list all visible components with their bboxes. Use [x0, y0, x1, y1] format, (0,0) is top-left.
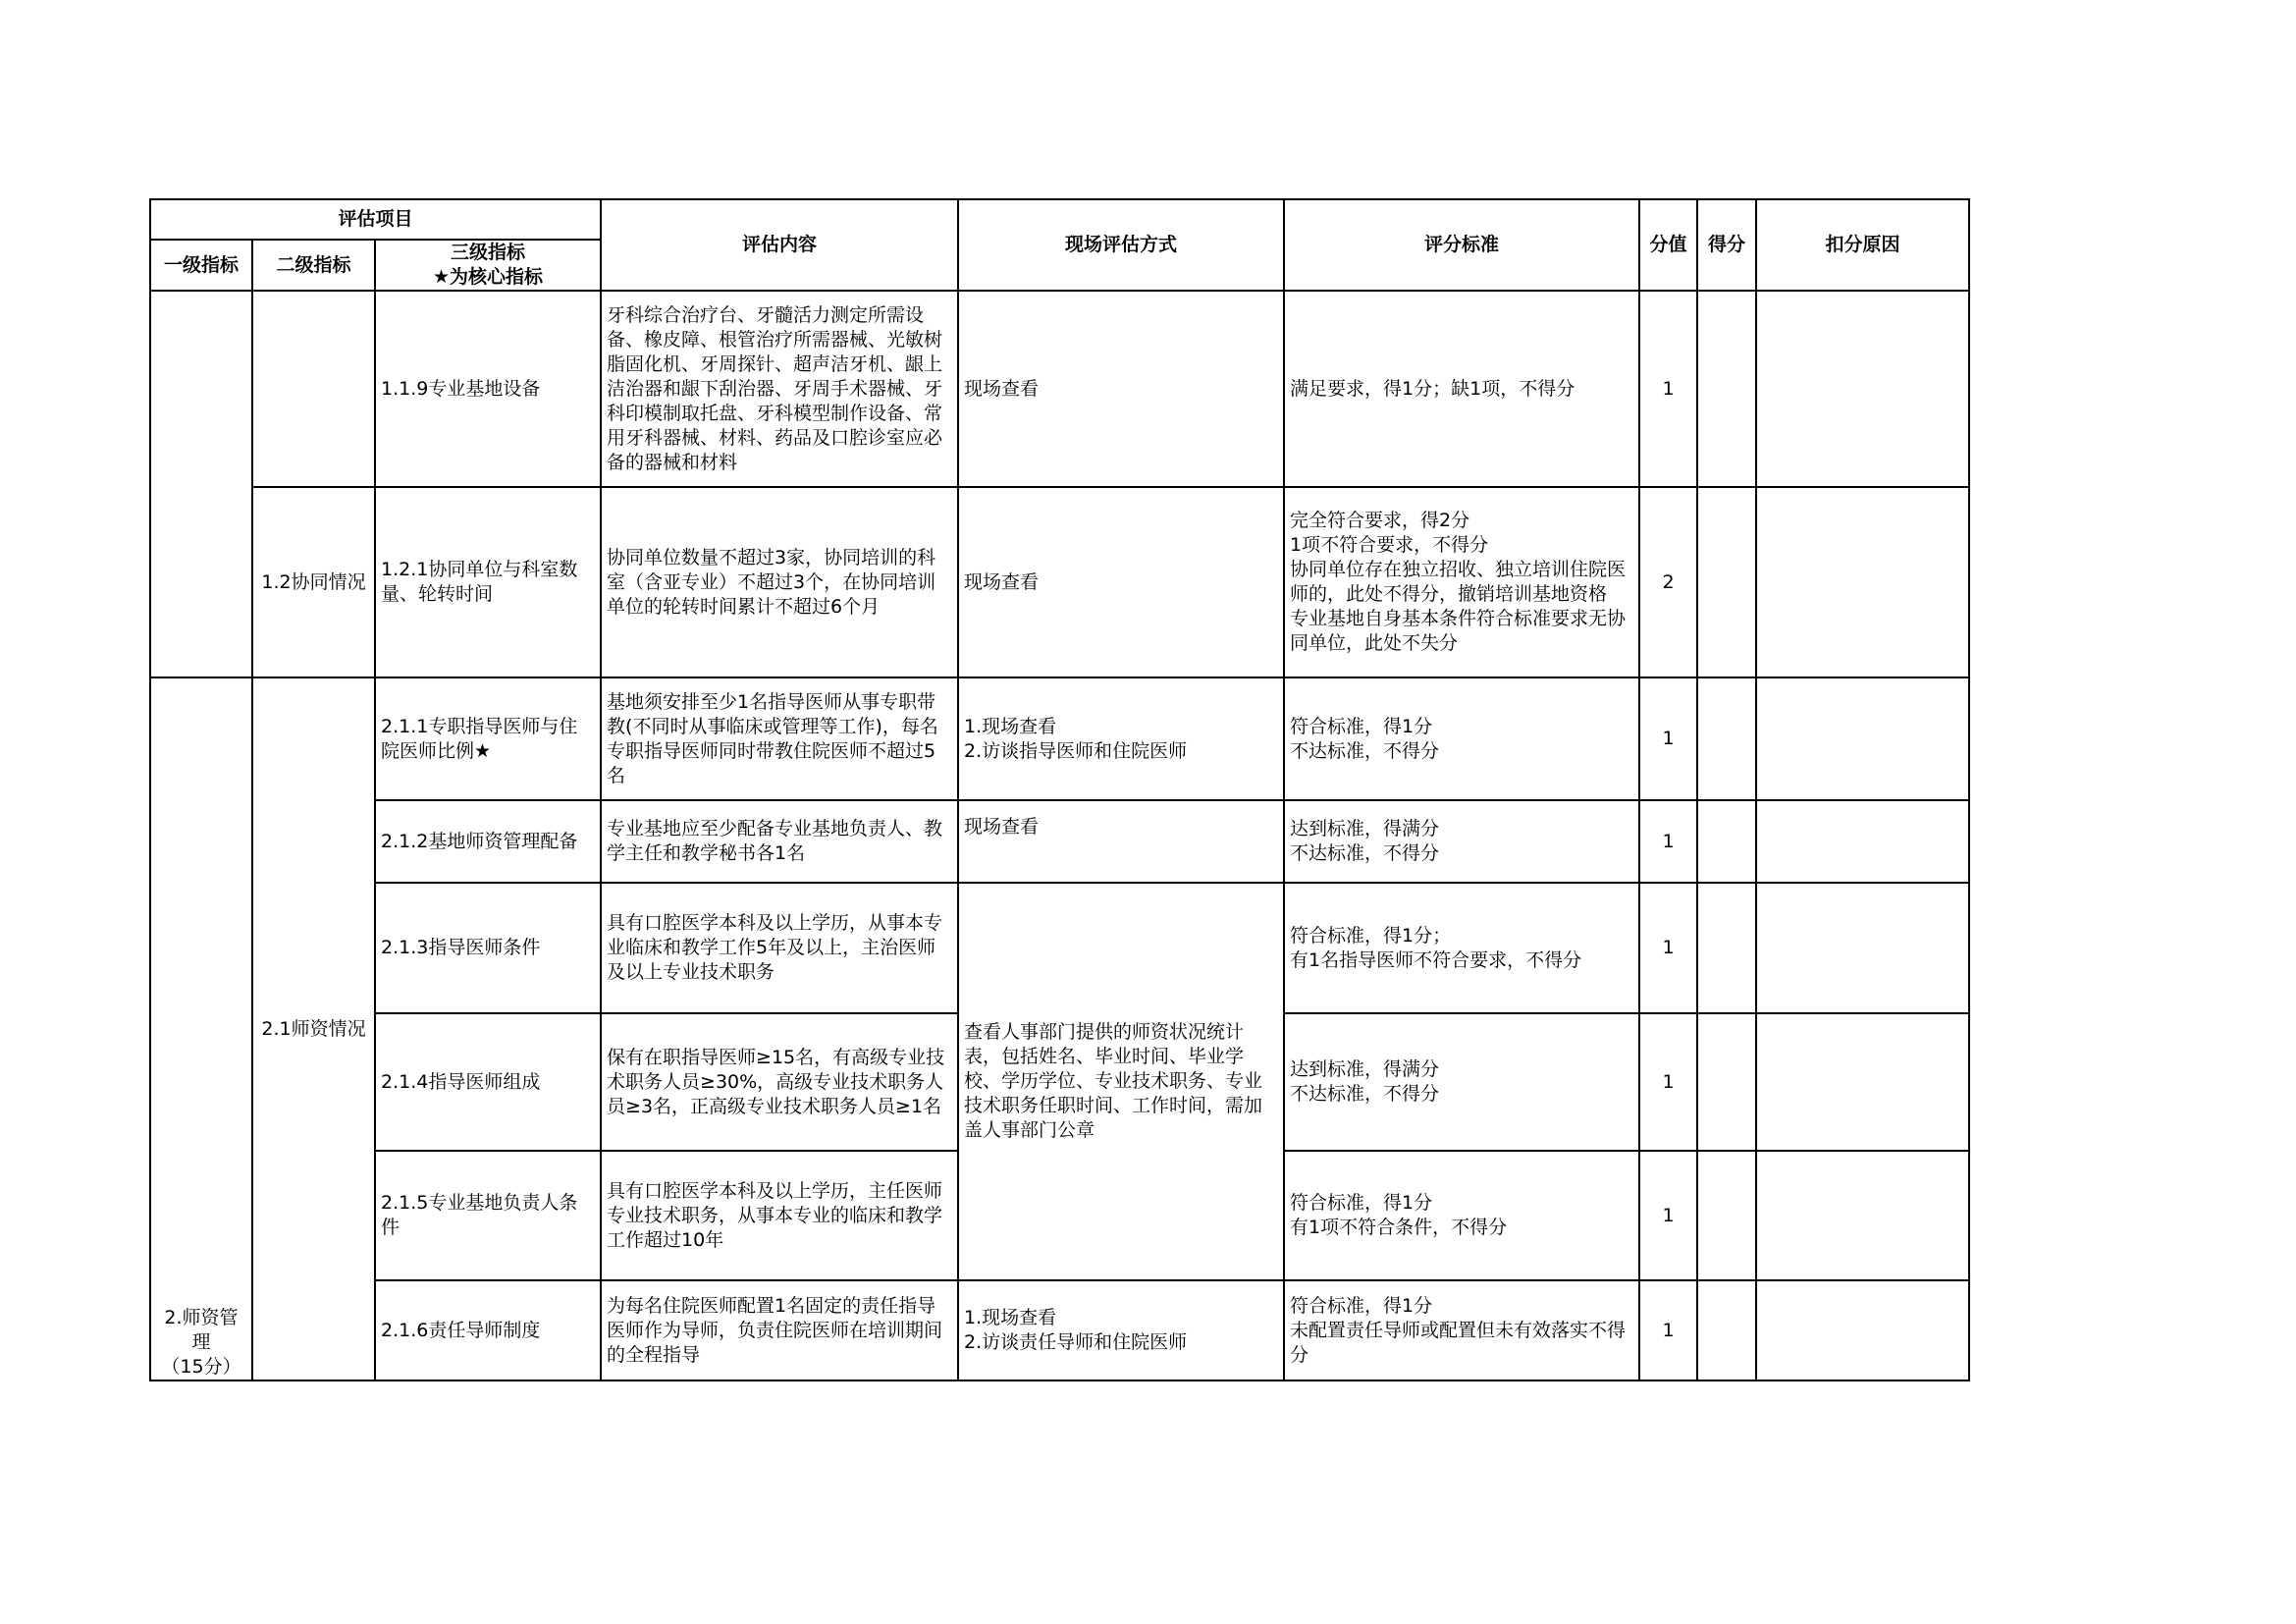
- header-standard: 评分标准: [1284, 199, 1639, 291]
- level2-cell-2-1: 2.1师资情况: [252, 677, 375, 1380]
- content-cell: 协同单位数量不超过3家，协同培训的科室（含亚专业）不超过3个，在协同培训单位的轮转时间累计不超过6个月: [601, 487, 958, 677]
- score-cell[interactable]: [1697, 291, 1756, 487]
- method-cell: 现场查看: [958, 291, 1284, 487]
- header-method: 现场评估方式: [958, 199, 1284, 291]
- header-eval-project: 评估项目: [150, 199, 601, 240]
- score-cell[interactable]: [1697, 1280, 1756, 1380]
- standard-cell: 符合标准，得1分； 有1名指导医师不符合要求，不得分: [1284, 883, 1639, 1013]
- indicator-cell: 2.1.5专业基地负责人条件: [375, 1151, 601, 1280]
- standard-cell: 达到标准，得满分 不达标准，不得分: [1284, 1013, 1639, 1151]
- indicator-cell: 2.1.2基地师资管理配备: [375, 800, 601, 883]
- level2-cell-1-2: 1.2协同情况: [252, 487, 375, 677]
- deduction-cell[interactable]: [1756, 1280, 1969, 1380]
- content-cell: 专业基地应至少配备专业基地负责人、教学主任和教学秘书各1名: [601, 800, 958, 883]
- standard-cell: 达到标准，得满分 不达标准，不得分: [1284, 800, 1639, 883]
- content-cell: 基地须安排至少1名指导医师从事专职带教(不同时从事临床或管理等工作)，每名专职指导医师同时带教住院医师不超过5名: [601, 677, 958, 800]
- indicator-cell: 2.1.1专职指导医师与住院医师比例★: [375, 677, 601, 800]
- header-points: 分值: [1639, 199, 1697, 291]
- header-content: 评估内容: [601, 199, 958, 291]
- standard-cell: 符合标准，得1分 不达标准，不得分: [1284, 677, 1639, 800]
- header-level2: 二级指标: [252, 240, 375, 291]
- content-cell: 具有口腔医学本科及以上学历，从事本专业临床和教学工作5年及以上，主治医师及以上专业技术职务: [601, 883, 958, 1013]
- content-cell: 具有口腔医学本科及以上学历，主任医师专业技术职务，从事本专业的临床和教学工作超过10年: [601, 1151, 958, 1280]
- deduction-cell[interactable]: [1756, 487, 1969, 677]
- score-cell[interactable]: [1697, 1013, 1756, 1151]
- table-row: [150, 883, 1969, 1013]
- indicator-cell: 2.1.3指导医师条件: [375, 883, 601, 1013]
- method-cell: 1.现场查看 2.访谈责任导师和住院医师: [958, 1280, 1284, 1380]
- method-cell: 1.现场查看 2.访谈指导医师和住院医师: [958, 677, 1284, 800]
- standard-cell: 符合标准，得1分 有1项不符合条件，不得分: [1284, 1151, 1639, 1280]
- standard-cell: 满足要求，得1分；缺1项，不得分: [1284, 291, 1639, 487]
- table-row: [150, 677, 1969, 800]
- content-cell: 保有在职指导医师≥15名，有高级专业技术职务人员≥30%，高级专业技术职务人员≥3名，正高级专业技术职务人员≥1名: [601, 1013, 958, 1151]
- deduction-cell[interactable]: [1756, 677, 1969, 800]
- score-cell[interactable]: [1697, 883, 1756, 1013]
- assessment-table: [149, 198, 1970, 1381]
- level1-cell-1: [150, 291, 252, 677]
- deduction-cell[interactable]: [1756, 291, 1969, 487]
- level1-cell-2: 2.师资管理 （15分）: [150, 677, 252, 1380]
- method-cell: 现场查看: [958, 800, 1284, 883]
- method-cell: 查看人事部门提供的师资状况统计表，包括姓名、毕业时间、毕业学校、学历学位、专业技术职务、专业技术职务任职时间、工作时间，需加盖人事部门公章: [958, 883, 1284, 1280]
- indicator-cell: 2.1.4指导医师组成: [375, 1013, 601, 1151]
- header-deduction: 扣分原因: [1756, 199, 1969, 291]
- indicator-cell: 1.2.1协同单位与科室数量、轮转时间: [375, 487, 601, 677]
- level2-cell-1-1: [252, 291, 375, 487]
- deduction-cell[interactable]: [1756, 883, 1969, 1013]
- indicator-cell: 2.1.6责任导师制度: [375, 1280, 601, 1380]
- header-row-1: [150, 199, 1969, 240]
- points-cell: 1: [1639, 677, 1697, 800]
- points-cell: 1: [1639, 800, 1697, 883]
- table-row: [150, 291, 1969, 487]
- points-cell: 1: [1639, 1280, 1697, 1380]
- standard-cell: 符合标准，得1分 未配置责任导师或配置但未有效落实不得分: [1284, 1280, 1639, 1380]
- header-level3: 三级指标 ★为核心指标: [375, 240, 601, 291]
- header-score: 得分: [1697, 199, 1756, 291]
- points-cell: 1: [1639, 291, 1697, 487]
- points-cell: 1: [1639, 1013, 1697, 1151]
- content-cell: 牙科综合治疗台、牙髓活力测定所需设备、橡皮障、根管治疗所需器械、光敏树脂固化机、牙周探针、超声洁牙机、龈上洁治器和龈下刮治器、牙周手术器械、牙科印模制取托盘、牙科模型制作设备、常用牙科器械、材料、药品及口腔诊室应必备的器械和材料: [601, 291, 958, 487]
- indicator-cell: 1.1.9专业基地设备: [375, 291, 601, 487]
- content-cell: 为每名住院医师配置1名固定的责任指导医师作为导师，负责住院医师在培训期间的全程指导: [601, 1280, 958, 1380]
- deduction-cell[interactable]: [1756, 1013, 1969, 1151]
- table-row: [150, 800, 1969, 883]
- points-cell: 2: [1639, 487, 1697, 677]
- deduction-cell[interactable]: [1756, 1151, 1969, 1280]
- score-cell[interactable]: [1697, 487, 1756, 677]
- deduction-cell[interactable]: [1756, 800, 1969, 883]
- standard-cell: 完全符合要求，得2分 1项不符合要求，不得分 协同单位存在独立招收、独立培训住院医师的，此处不得分，撤销培训基地资格 专业基地自身基本条件符合标准要求无协同单位，此处不失分: [1284, 487, 1639, 677]
- score-cell[interactable]: [1697, 1151, 1756, 1280]
- header-level1: 一级指标: [150, 240, 252, 291]
- points-cell: 1: [1639, 1151, 1697, 1280]
- score-cell[interactable]: [1697, 800, 1756, 883]
- table-row: [150, 1280, 1969, 1380]
- method-cell: 现场查看: [958, 487, 1284, 677]
- points-cell: 1: [1639, 883, 1697, 1013]
- score-cell[interactable]: [1697, 677, 1756, 800]
- table-row: [150, 487, 1969, 677]
